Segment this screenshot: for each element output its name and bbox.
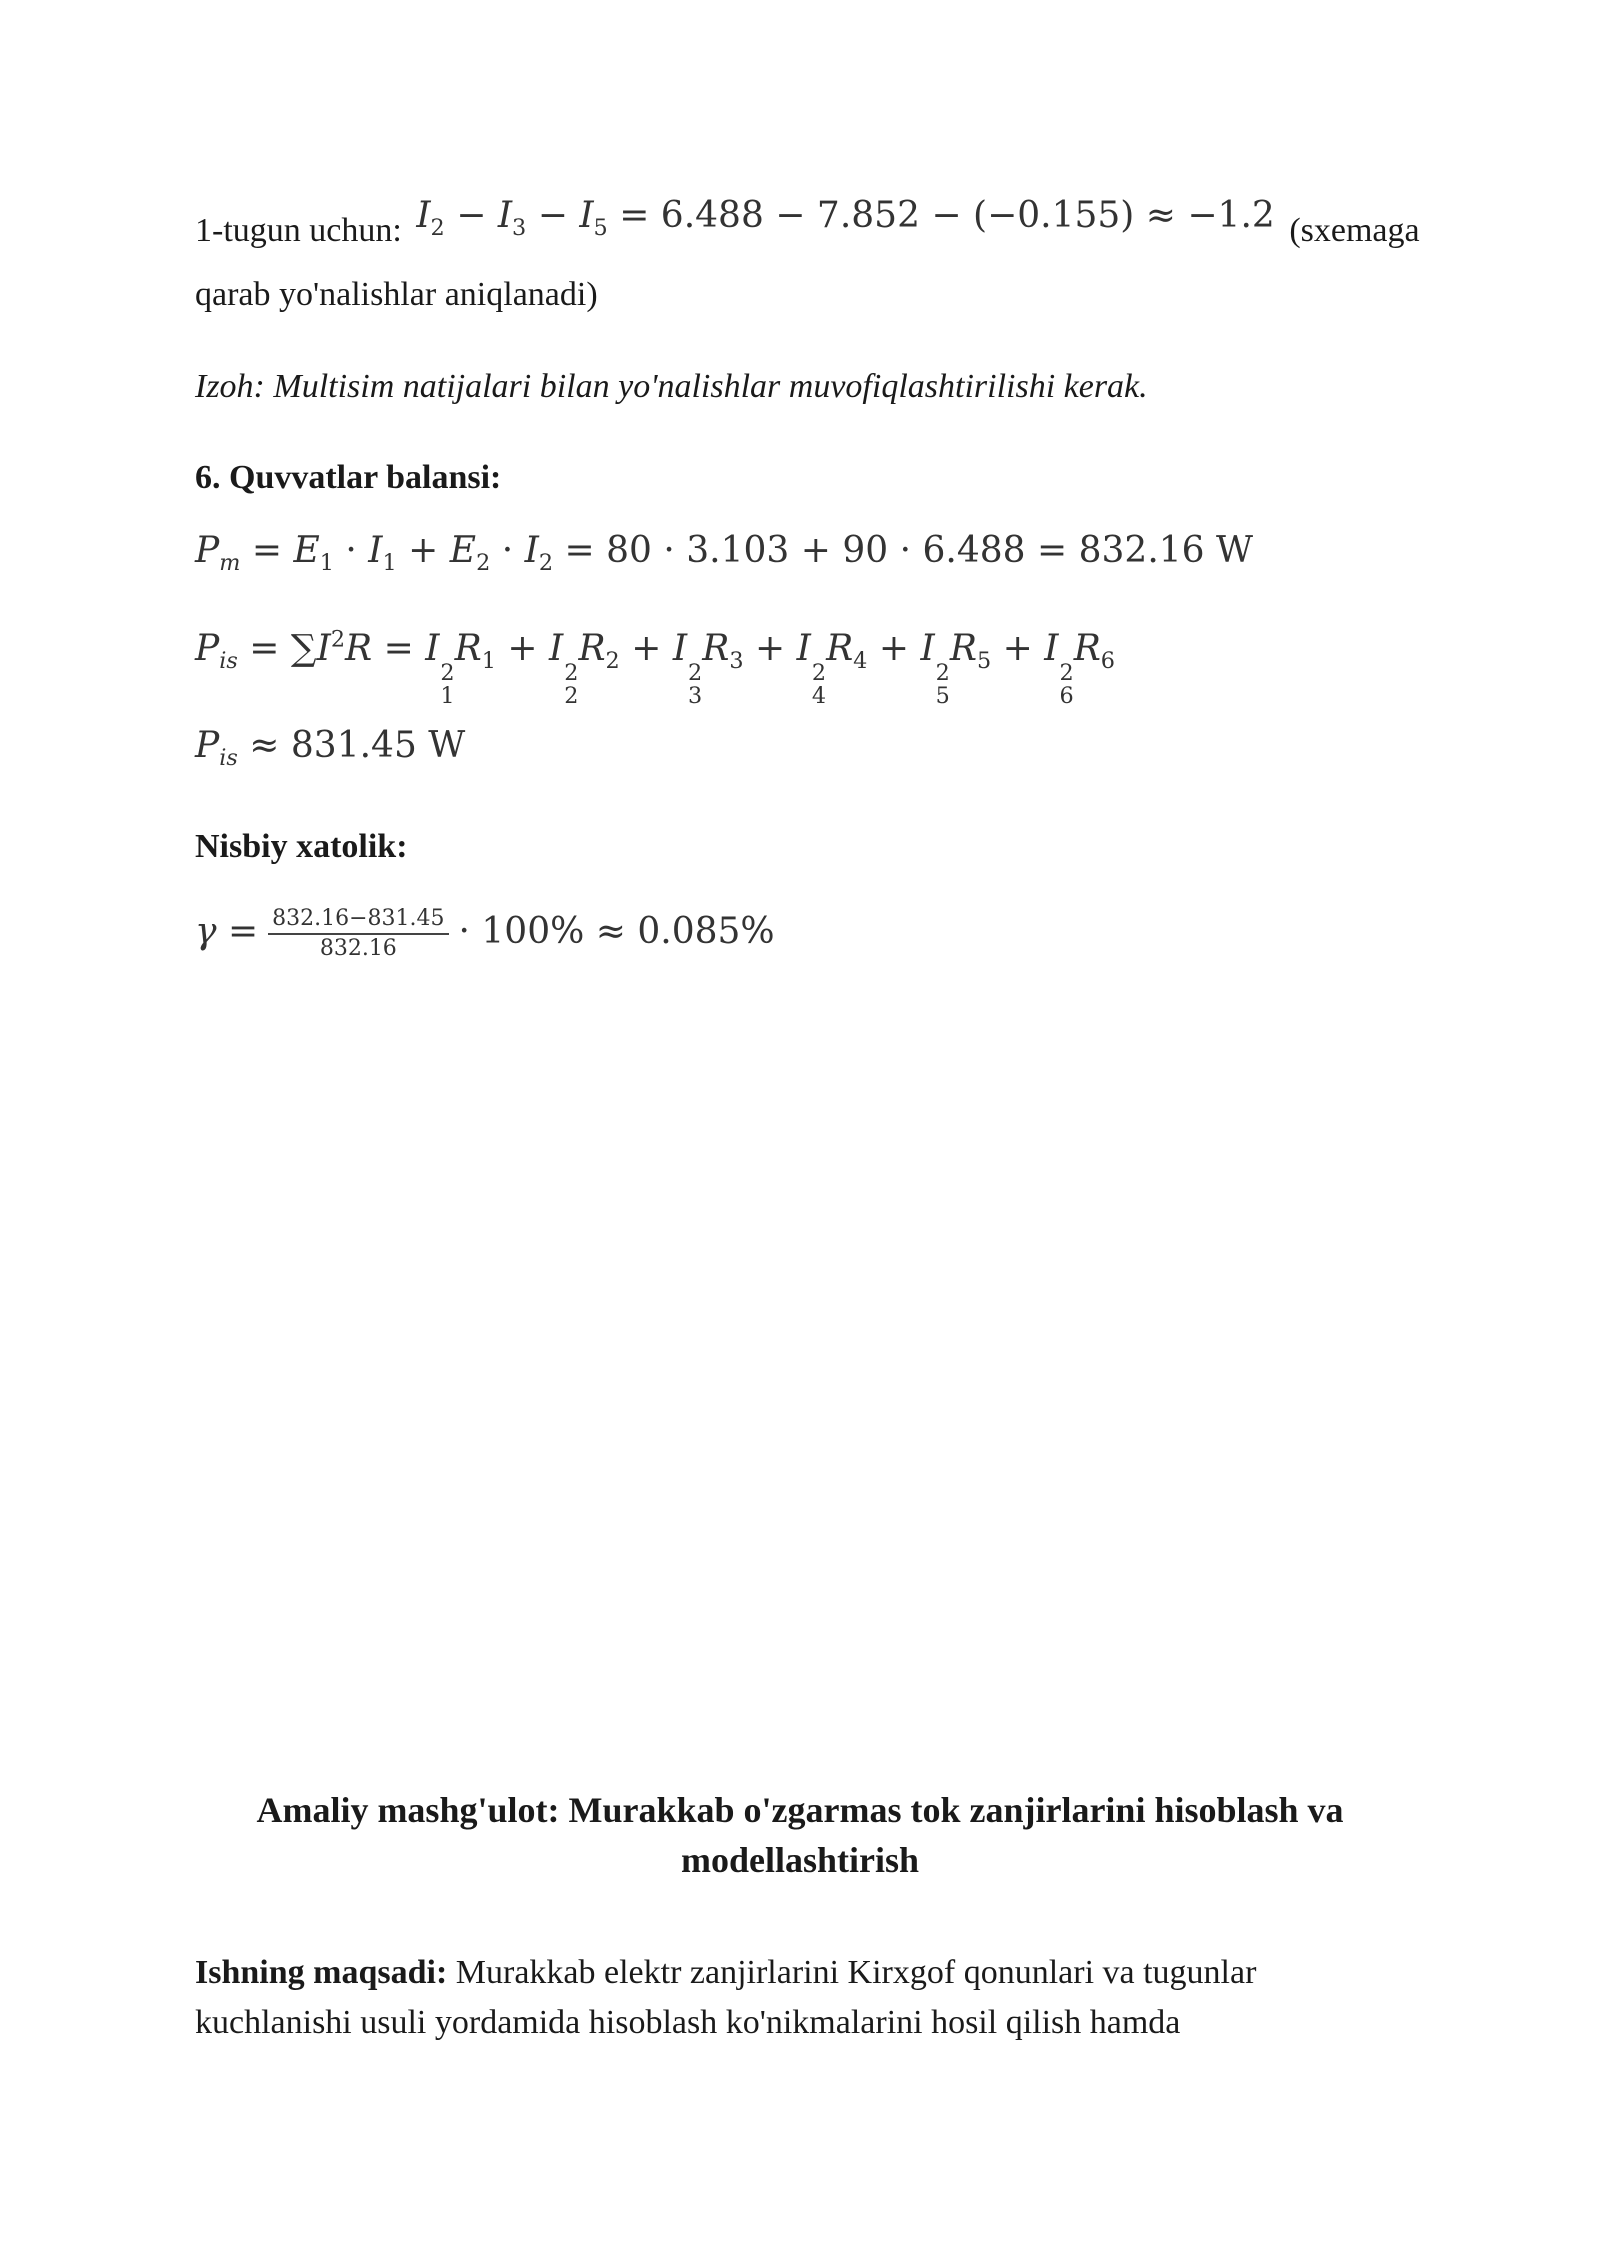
power-consumer-sum-equation: $P_{is} = \sum I^2R = I$ 2 1 $R_1 + I$ 2 2 $R_2 + I$ 2 3 $R_3 + I$ 2 4 $R_4 + I$ 2 5 $R_5 + I$ 2 6 $R_6$ — [195, 626, 1115, 710]
practical-title-line1: Amaliy mashg'ulot: Murakkab o'zgarmas tok zanjirlarini hisoblash va — [256, 1790, 1344, 1830]
node1-suffix: (sxemaga — [1289, 212, 1420, 249]
note-text: Izoh: Multisim natijalari bilan yo'nalishlar muvofiqlashtirilishi kerak. — [195, 368, 1148, 405]
node1-continuation: qarab yo'nalishlar aniqlanadi) — [195, 276, 598, 313]
error-numerator: 832.16−831.45 — [268, 905, 448, 935]
power-source-rhs: = 80 · 3.103 + 90 · 6.488 = 832.16 W — [564, 530, 1254, 571]
power-consumer-value: ≈ 831.45 W — [249, 725, 466, 766]
node1-equation: $I_2 - I_3 - I_5 = 6.488 - 7.852 - (-0.155) \approx -1.2$ — [416, 195, 1275, 241]
power-source-equation: $P_m = E_1 \cdot I_1 + E_2 \cdot I_2 = 80 \cdot 3.103 + 90 \cdot 6.488 = 832.16$ W — [195, 530, 1254, 576]
relative-error-equation: γ = $\frac{832.16-831.45}{832.16}$ · 100% ≈ 0.085% — [195, 906, 775, 961]
practical-title-line2: modellashtirish — [680, 1840, 920, 1880]
error-heading: Nisbiy xatolik: — [195, 828, 408, 865]
node1-line — [195, 195, 1420, 256]
goal-line1 — [195, 1948, 1256, 1998]
section6-heading: 6. Quvvatlar balansi: — [195, 459, 502, 496]
error-fraction — [268, 905, 448, 963]
error-rhs: · 100% ≈ 0.085% — [458, 911, 775, 952]
goal-line2: kuchlanishi usuli yordamida hisoblash ko'nikmalarini hosil qilish hamda — [195, 2004, 1181, 2041]
goal-label: Ishning maqsadi: — [195, 1954, 448, 1991]
node1-label: 1-tugun uchun: — [195, 212, 402, 249]
error-denominator: 832.16 — [319, 936, 397, 961]
goal-text-line1: Murakkab elektr zanjirlarini Kirxgof qonunlari va tugunlar — [455, 1954, 1257, 1991]
power-consumer-approx: $P_{is} \approx 831.45$ W — [195, 725, 466, 771]
